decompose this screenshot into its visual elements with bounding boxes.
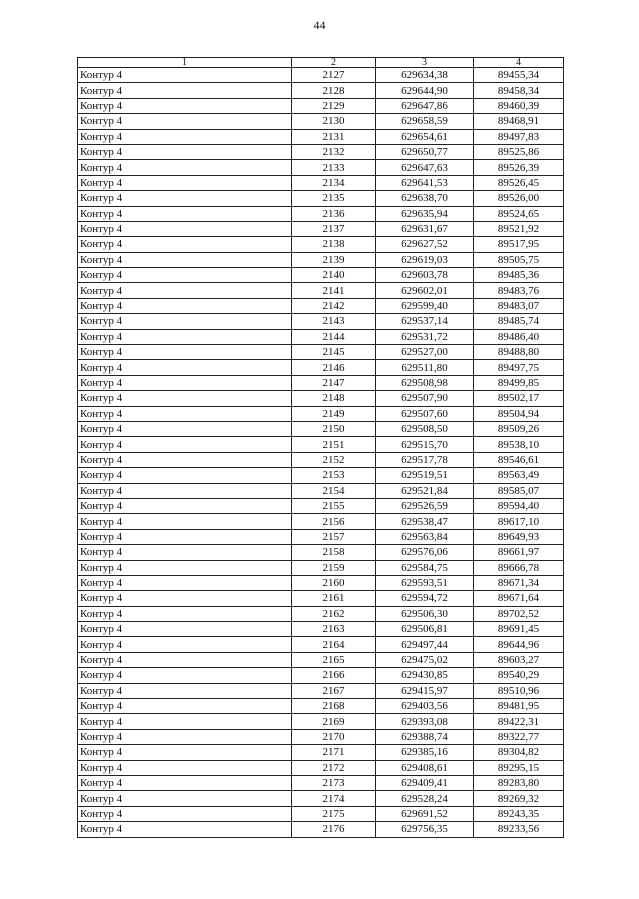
table-row bbox=[78, 545, 564, 560]
contour-name-cell: Контур 4 bbox=[78, 160, 292, 175]
y-coordinate-cell: 89666,78 bbox=[474, 560, 564, 575]
table-row bbox=[78, 237, 564, 252]
table-row bbox=[78, 575, 564, 590]
point-number-cell: 2137 bbox=[292, 221, 376, 236]
x-coordinate-cell: 629415,97 bbox=[376, 683, 474, 698]
x-coordinate-cell: 629409,41 bbox=[376, 775, 474, 790]
table-row bbox=[78, 68, 564, 83]
y-coordinate-cell: 89526,39 bbox=[474, 160, 564, 175]
table-row bbox=[78, 714, 564, 729]
contour-name-cell: Контур 4 bbox=[78, 437, 292, 452]
table-row bbox=[78, 606, 564, 621]
table-row bbox=[78, 360, 564, 375]
point-number-cell: 2147 bbox=[292, 375, 376, 390]
contour-name-cell: Контур 4 bbox=[78, 314, 292, 329]
x-coordinate-cell: 629594,72 bbox=[376, 591, 474, 606]
x-coordinate-cell: 629627,52 bbox=[376, 237, 474, 252]
table-row bbox=[78, 699, 564, 714]
y-coordinate-cell: 89509,26 bbox=[474, 421, 564, 436]
table-row bbox=[78, 791, 564, 806]
contour-name-cell: Контур 4 bbox=[78, 252, 292, 267]
contour-name-cell: Контур 4 bbox=[78, 529, 292, 544]
y-coordinate-cell: 89517,95 bbox=[474, 237, 564, 252]
contour-name-cell: Контур 4 bbox=[78, 806, 292, 821]
contour-name-cell: Контур 4 bbox=[78, 114, 292, 129]
y-coordinate-cell: 89497,75 bbox=[474, 360, 564, 375]
y-coordinate-cell: 89499,85 bbox=[474, 375, 564, 390]
point-number-cell: 2146 bbox=[292, 360, 376, 375]
y-coordinate-cell: 89455,34 bbox=[474, 68, 564, 83]
x-coordinate-cell: 629631,67 bbox=[376, 221, 474, 236]
y-coordinate-cell: 89485,36 bbox=[474, 268, 564, 283]
x-coordinate-cell: 629430,85 bbox=[376, 668, 474, 683]
x-coordinate-cell: 629515,70 bbox=[376, 437, 474, 452]
y-coordinate-cell: 89617,10 bbox=[474, 514, 564, 529]
y-coordinate-cell: 89526,45 bbox=[474, 175, 564, 190]
point-number-cell: 2170 bbox=[292, 729, 376, 744]
point-number-cell: 2158 bbox=[292, 545, 376, 560]
contour-name-cell: Контур 4 bbox=[78, 298, 292, 313]
x-coordinate-cell: 629403,56 bbox=[376, 699, 474, 714]
point-number-cell: 2159 bbox=[292, 560, 376, 575]
point-number-cell: 2175 bbox=[292, 806, 376, 821]
contour-name-cell: Контур 4 bbox=[78, 175, 292, 190]
y-coordinate-cell: 89691,45 bbox=[474, 622, 564, 637]
table-row bbox=[78, 252, 564, 267]
x-coordinate-cell: 629593,51 bbox=[376, 575, 474, 590]
point-number-cell: 2131 bbox=[292, 129, 376, 144]
point-number-cell: 2143 bbox=[292, 314, 376, 329]
y-coordinate-cell: 89603,27 bbox=[474, 652, 564, 667]
x-coordinate-cell: 629508,50 bbox=[376, 421, 474, 436]
y-coordinate-cell: 89510,96 bbox=[474, 683, 564, 698]
x-coordinate-cell: 629584,75 bbox=[376, 560, 474, 575]
contour-name-cell: Контур 4 bbox=[78, 268, 292, 283]
contour-name-cell: Контур 4 bbox=[78, 191, 292, 206]
x-coordinate-cell: 629647,63 bbox=[376, 160, 474, 175]
point-number-cell: 2155 bbox=[292, 498, 376, 513]
x-coordinate-cell: 629563,84 bbox=[376, 529, 474, 544]
table-row bbox=[78, 806, 564, 821]
table-row bbox=[78, 560, 564, 575]
contour-name-cell: Контур 4 bbox=[78, 668, 292, 683]
y-coordinate-cell: 89486,40 bbox=[474, 329, 564, 344]
y-coordinate-cell: 89525,86 bbox=[474, 144, 564, 159]
x-coordinate-cell: 629647,86 bbox=[376, 98, 474, 113]
y-coordinate-cell: 89485,74 bbox=[474, 314, 564, 329]
column-header-2: 2 bbox=[292, 58, 376, 68]
x-coordinate-cell: 629527,00 bbox=[376, 345, 474, 360]
contour-name-cell: Контур 4 bbox=[78, 514, 292, 529]
contour-name-cell: Контур 4 bbox=[78, 329, 292, 344]
table-row bbox=[78, 314, 564, 329]
point-number-cell: 2128 bbox=[292, 83, 376, 98]
y-coordinate-cell: 89526,00 bbox=[474, 191, 564, 206]
x-coordinate-cell: 629475,02 bbox=[376, 652, 474, 667]
contour-name-cell: Контур 4 bbox=[78, 375, 292, 390]
table-row bbox=[78, 729, 564, 744]
contour-name-cell: Контур 4 bbox=[78, 498, 292, 513]
x-coordinate-cell: 629526,59 bbox=[376, 498, 474, 513]
table-row bbox=[78, 175, 564, 190]
contour-name-cell: Контур 4 bbox=[78, 360, 292, 375]
point-number-cell: 2157 bbox=[292, 529, 376, 544]
contour-name-cell: Контур 4 bbox=[78, 406, 292, 421]
point-number-cell: 2174 bbox=[292, 791, 376, 806]
x-coordinate-cell: 629521,84 bbox=[376, 483, 474, 498]
point-number-cell: 2168 bbox=[292, 699, 376, 714]
table-row bbox=[78, 483, 564, 498]
table-row bbox=[78, 529, 564, 544]
point-number-cell: 2166 bbox=[292, 668, 376, 683]
contour-name-cell: Контур 4 bbox=[78, 699, 292, 714]
x-coordinate-cell: 629531,72 bbox=[376, 329, 474, 344]
point-number-cell: 2176 bbox=[292, 822, 376, 837]
point-number-cell: 2163 bbox=[292, 622, 376, 637]
x-coordinate-cell: 629385,16 bbox=[376, 745, 474, 760]
y-coordinate-cell: 89460,39 bbox=[474, 98, 564, 113]
table-row bbox=[78, 452, 564, 467]
table-row bbox=[78, 345, 564, 360]
contour-name-cell: Контур 4 bbox=[78, 421, 292, 436]
table-row bbox=[78, 498, 564, 513]
point-number-cell: 2164 bbox=[292, 637, 376, 652]
point-number-cell: 2173 bbox=[292, 775, 376, 790]
y-coordinate-cell: 89563,49 bbox=[474, 468, 564, 483]
point-number-cell: 2172 bbox=[292, 760, 376, 775]
y-coordinate-cell: 89468,91 bbox=[474, 114, 564, 129]
contour-name-cell: Контур 4 bbox=[78, 83, 292, 98]
table-row bbox=[78, 160, 564, 175]
x-coordinate-cell: 629641,53 bbox=[376, 175, 474, 190]
contour-name-cell: Контур 4 bbox=[78, 683, 292, 698]
y-coordinate-cell: 89481,95 bbox=[474, 699, 564, 714]
point-number-cell: 2149 bbox=[292, 406, 376, 421]
x-coordinate-cell: 629691,52 bbox=[376, 806, 474, 821]
table-row bbox=[78, 437, 564, 452]
point-number-cell: 2153 bbox=[292, 468, 376, 483]
y-coordinate-cell: 89269,32 bbox=[474, 791, 564, 806]
contour-name-cell: Контур 4 bbox=[78, 745, 292, 760]
contour-name-cell: Контур 4 bbox=[78, 622, 292, 637]
y-coordinate-cell: 89585,07 bbox=[474, 483, 564, 498]
table-row bbox=[78, 652, 564, 667]
contour-name-cell: Контур 4 bbox=[78, 791, 292, 806]
header-row bbox=[78, 58, 564, 68]
x-coordinate-cell: 629635,94 bbox=[376, 206, 474, 221]
y-coordinate-cell: 89295,15 bbox=[474, 760, 564, 775]
x-coordinate-cell: 629511,80 bbox=[376, 360, 474, 375]
contour-name-cell: Контур 4 bbox=[78, 714, 292, 729]
contour-name-cell: Контур 4 bbox=[78, 483, 292, 498]
y-coordinate-cell: 89304,82 bbox=[474, 745, 564, 760]
y-coordinate-cell: 89422,31 bbox=[474, 714, 564, 729]
table-row bbox=[78, 83, 564, 98]
table-row bbox=[78, 668, 564, 683]
y-coordinate-cell: 89546,61 bbox=[474, 452, 564, 467]
y-coordinate-cell: 89283,80 bbox=[474, 775, 564, 790]
y-coordinate-cell: 89483,76 bbox=[474, 283, 564, 298]
contour-name-cell: Контур 4 bbox=[78, 760, 292, 775]
point-number-cell: 2134 bbox=[292, 175, 376, 190]
x-coordinate-cell: 629508,98 bbox=[376, 375, 474, 390]
table-row bbox=[78, 298, 564, 313]
contour-name-cell: Контур 4 bbox=[78, 206, 292, 221]
table-row bbox=[78, 591, 564, 606]
table-row bbox=[78, 329, 564, 344]
x-coordinate-cell: 629650,77 bbox=[376, 144, 474, 159]
point-number-cell: 2151 bbox=[292, 437, 376, 452]
table-row bbox=[78, 406, 564, 421]
table-row bbox=[78, 622, 564, 637]
y-coordinate-cell: 89488,80 bbox=[474, 345, 564, 360]
point-number-cell: 2152 bbox=[292, 452, 376, 467]
contour-name-cell: Контур 4 bbox=[78, 98, 292, 113]
point-number-cell: 2133 bbox=[292, 160, 376, 175]
point-number-cell: 2138 bbox=[292, 237, 376, 252]
y-coordinate-cell: 89649,93 bbox=[474, 529, 564, 544]
table-row bbox=[78, 283, 564, 298]
point-number-cell: 2161 bbox=[292, 591, 376, 606]
contour-name-cell: Контур 4 bbox=[78, 129, 292, 144]
contour-name-cell: Контур 4 bbox=[78, 345, 292, 360]
contour-name-cell: Контур 4 bbox=[78, 606, 292, 621]
point-number-cell: 2154 bbox=[292, 483, 376, 498]
x-coordinate-cell: 629603,78 bbox=[376, 268, 474, 283]
column-header-4: 4 bbox=[474, 58, 564, 68]
contour-name-cell: Контур 4 bbox=[78, 575, 292, 590]
table-row bbox=[78, 514, 564, 529]
point-number-cell: 2135 bbox=[292, 191, 376, 206]
y-coordinate-cell: 89661,97 bbox=[474, 545, 564, 560]
x-coordinate-cell: 629576,06 bbox=[376, 545, 474, 560]
table-body bbox=[78, 68, 564, 838]
y-coordinate-cell: 89233,56 bbox=[474, 822, 564, 837]
x-coordinate-cell: 629756,35 bbox=[376, 822, 474, 837]
point-number-cell: 2171 bbox=[292, 745, 376, 760]
table-row bbox=[78, 98, 564, 113]
point-number-cell: 2141 bbox=[292, 283, 376, 298]
x-coordinate-cell: 629519,51 bbox=[376, 468, 474, 483]
x-coordinate-cell: 629602,01 bbox=[376, 283, 474, 298]
x-coordinate-cell: 629517,78 bbox=[376, 452, 474, 467]
table-row bbox=[78, 683, 564, 698]
y-coordinate-cell: 89538,10 bbox=[474, 437, 564, 452]
y-coordinate-cell: 89671,34 bbox=[474, 575, 564, 590]
y-coordinate-cell: 89521,92 bbox=[474, 221, 564, 236]
contour-name-cell: Контур 4 bbox=[78, 391, 292, 406]
table-row bbox=[78, 760, 564, 775]
table-row bbox=[78, 144, 564, 159]
contour-name-cell: Контур 4 bbox=[78, 729, 292, 744]
y-coordinate-cell: 89497,83 bbox=[474, 129, 564, 144]
y-coordinate-cell: 89594,40 bbox=[474, 498, 564, 513]
table-row bbox=[78, 129, 564, 144]
x-coordinate-cell: 629507,90 bbox=[376, 391, 474, 406]
contour-name-cell: Контур 4 bbox=[78, 545, 292, 560]
y-coordinate-cell: 89702,52 bbox=[474, 606, 564, 621]
table-row bbox=[78, 221, 564, 236]
point-number-cell: 2136 bbox=[292, 206, 376, 221]
point-number-cell: 2144 bbox=[292, 329, 376, 344]
y-coordinate-cell: 89483,07 bbox=[474, 298, 564, 313]
table-row bbox=[78, 191, 564, 206]
y-coordinate-cell: 89322,77 bbox=[474, 729, 564, 744]
y-coordinate-cell: 89505,75 bbox=[474, 252, 564, 267]
x-coordinate-cell: 629599,40 bbox=[376, 298, 474, 313]
table-row bbox=[78, 114, 564, 129]
table-row bbox=[78, 745, 564, 760]
y-coordinate-cell: 89540,29 bbox=[474, 668, 564, 683]
point-number-cell: 2150 bbox=[292, 421, 376, 436]
contour-name-cell: Контур 4 bbox=[78, 652, 292, 667]
contour-name-cell: Контур 4 bbox=[78, 560, 292, 575]
y-coordinate-cell: 89502,17 bbox=[474, 391, 564, 406]
column-header-3: 3 bbox=[376, 58, 474, 68]
point-number-cell: 2127 bbox=[292, 68, 376, 83]
table-row bbox=[78, 421, 564, 436]
x-coordinate-cell: 629506,30 bbox=[376, 606, 474, 621]
x-coordinate-cell: 629388,74 bbox=[376, 729, 474, 744]
point-number-cell: 2130 bbox=[292, 114, 376, 129]
contour-name-cell: Контур 4 bbox=[78, 144, 292, 159]
column-header-1: 1 bbox=[78, 58, 292, 68]
point-number-cell: 2165 bbox=[292, 652, 376, 667]
x-coordinate-cell: 629634,38 bbox=[376, 68, 474, 83]
table-row bbox=[78, 268, 564, 283]
y-coordinate-cell: 89243,35 bbox=[474, 806, 564, 821]
contour-name-cell: Контур 4 bbox=[78, 68, 292, 83]
table-row bbox=[78, 775, 564, 790]
table-row bbox=[78, 206, 564, 221]
x-coordinate-cell: 629506,81 bbox=[376, 622, 474, 637]
table-row bbox=[78, 391, 564, 406]
point-number-cell: 2160 bbox=[292, 575, 376, 590]
x-coordinate-cell: 629528,24 bbox=[376, 791, 474, 806]
table-row bbox=[78, 637, 564, 652]
y-coordinate-cell: 89458,34 bbox=[474, 83, 564, 98]
point-number-cell: 2169 bbox=[292, 714, 376, 729]
point-number-cell: 2139 bbox=[292, 252, 376, 267]
contour-name-cell: Контур 4 bbox=[78, 283, 292, 298]
y-coordinate-cell: 89644,96 bbox=[474, 637, 564, 652]
x-coordinate-cell: 629619,03 bbox=[376, 252, 474, 267]
point-number-cell: 2156 bbox=[292, 514, 376, 529]
point-number-cell: 2142 bbox=[292, 298, 376, 313]
point-number-cell: 2148 bbox=[292, 391, 376, 406]
table-row bbox=[78, 822, 564, 837]
point-number-cell: 2132 bbox=[292, 144, 376, 159]
point-number-cell: 2167 bbox=[292, 683, 376, 698]
x-coordinate-cell: 629497,44 bbox=[376, 637, 474, 652]
x-coordinate-cell: 629538,47 bbox=[376, 514, 474, 529]
contour-name-cell: Контур 4 bbox=[78, 637, 292, 652]
y-coordinate-cell: 89671,64 bbox=[474, 591, 564, 606]
x-coordinate-cell: 629654,61 bbox=[376, 129, 474, 144]
point-number-cell: 2129 bbox=[292, 98, 376, 113]
contour-name-cell: Контур 4 bbox=[78, 775, 292, 790]
contour-name-cell: Контур 4 bbox=[78, 221, 292, 236]
table-row bbox=[78, 375, 564, 390]
x-coordinate-cell: 629638,70 bbox=[376, 191, 474, 206]
x-coordinate-cell: 629507,60 bbox=[376, 406, 474, 421]
point-number-cell: 2145 bbox=[292, 345, 376, 360]
x-coordinate-cell: 629393,08 bbox=[376, 714, 474, 729]
x-coordinate-cell: 629408,61 bbox=[376, 760, 474, 775]
contour-name-cell: Контур 4 bbox=[78, 591, 292, 606]
coordinates-table bbox=[77, 57, 564, 838]
point-number-cell: 2140 bbox=[292, 268, 376, 283]
contour-name-cell: Контур 4 bbox=[78, 237, 292, 252]
x-coordinate-cell: 629658,59 bbox=[376, 114, 474, 129]
table-row bbox=[78, 468, 564, 483]
x-coordinate-cell: 629537,14 bbox=[376, 314, 474, 329]
contour-name-cell: Контур 4 bbox=[78, 822, 292, 837]
contour-name-cell: Контур 4 bbox=[78, 452, 292, 467]
page-number: 44 bbox=[313, 18, 326, 32]
x-coordinate-cell: 629644,90 bbox=[376, 83, 474, 98]
y-coordinate-cell: 89524,65 bbox=[474, 206, 564, 221]
point-number-cell: 2162 bbox=[292, 606, 376, 621]
y-coordinate-cell: 89504,94 bbox=[474, 406, 564, 421]
contour-name-cell: Контур 4 bbox=[78, 468, 292, 483]
